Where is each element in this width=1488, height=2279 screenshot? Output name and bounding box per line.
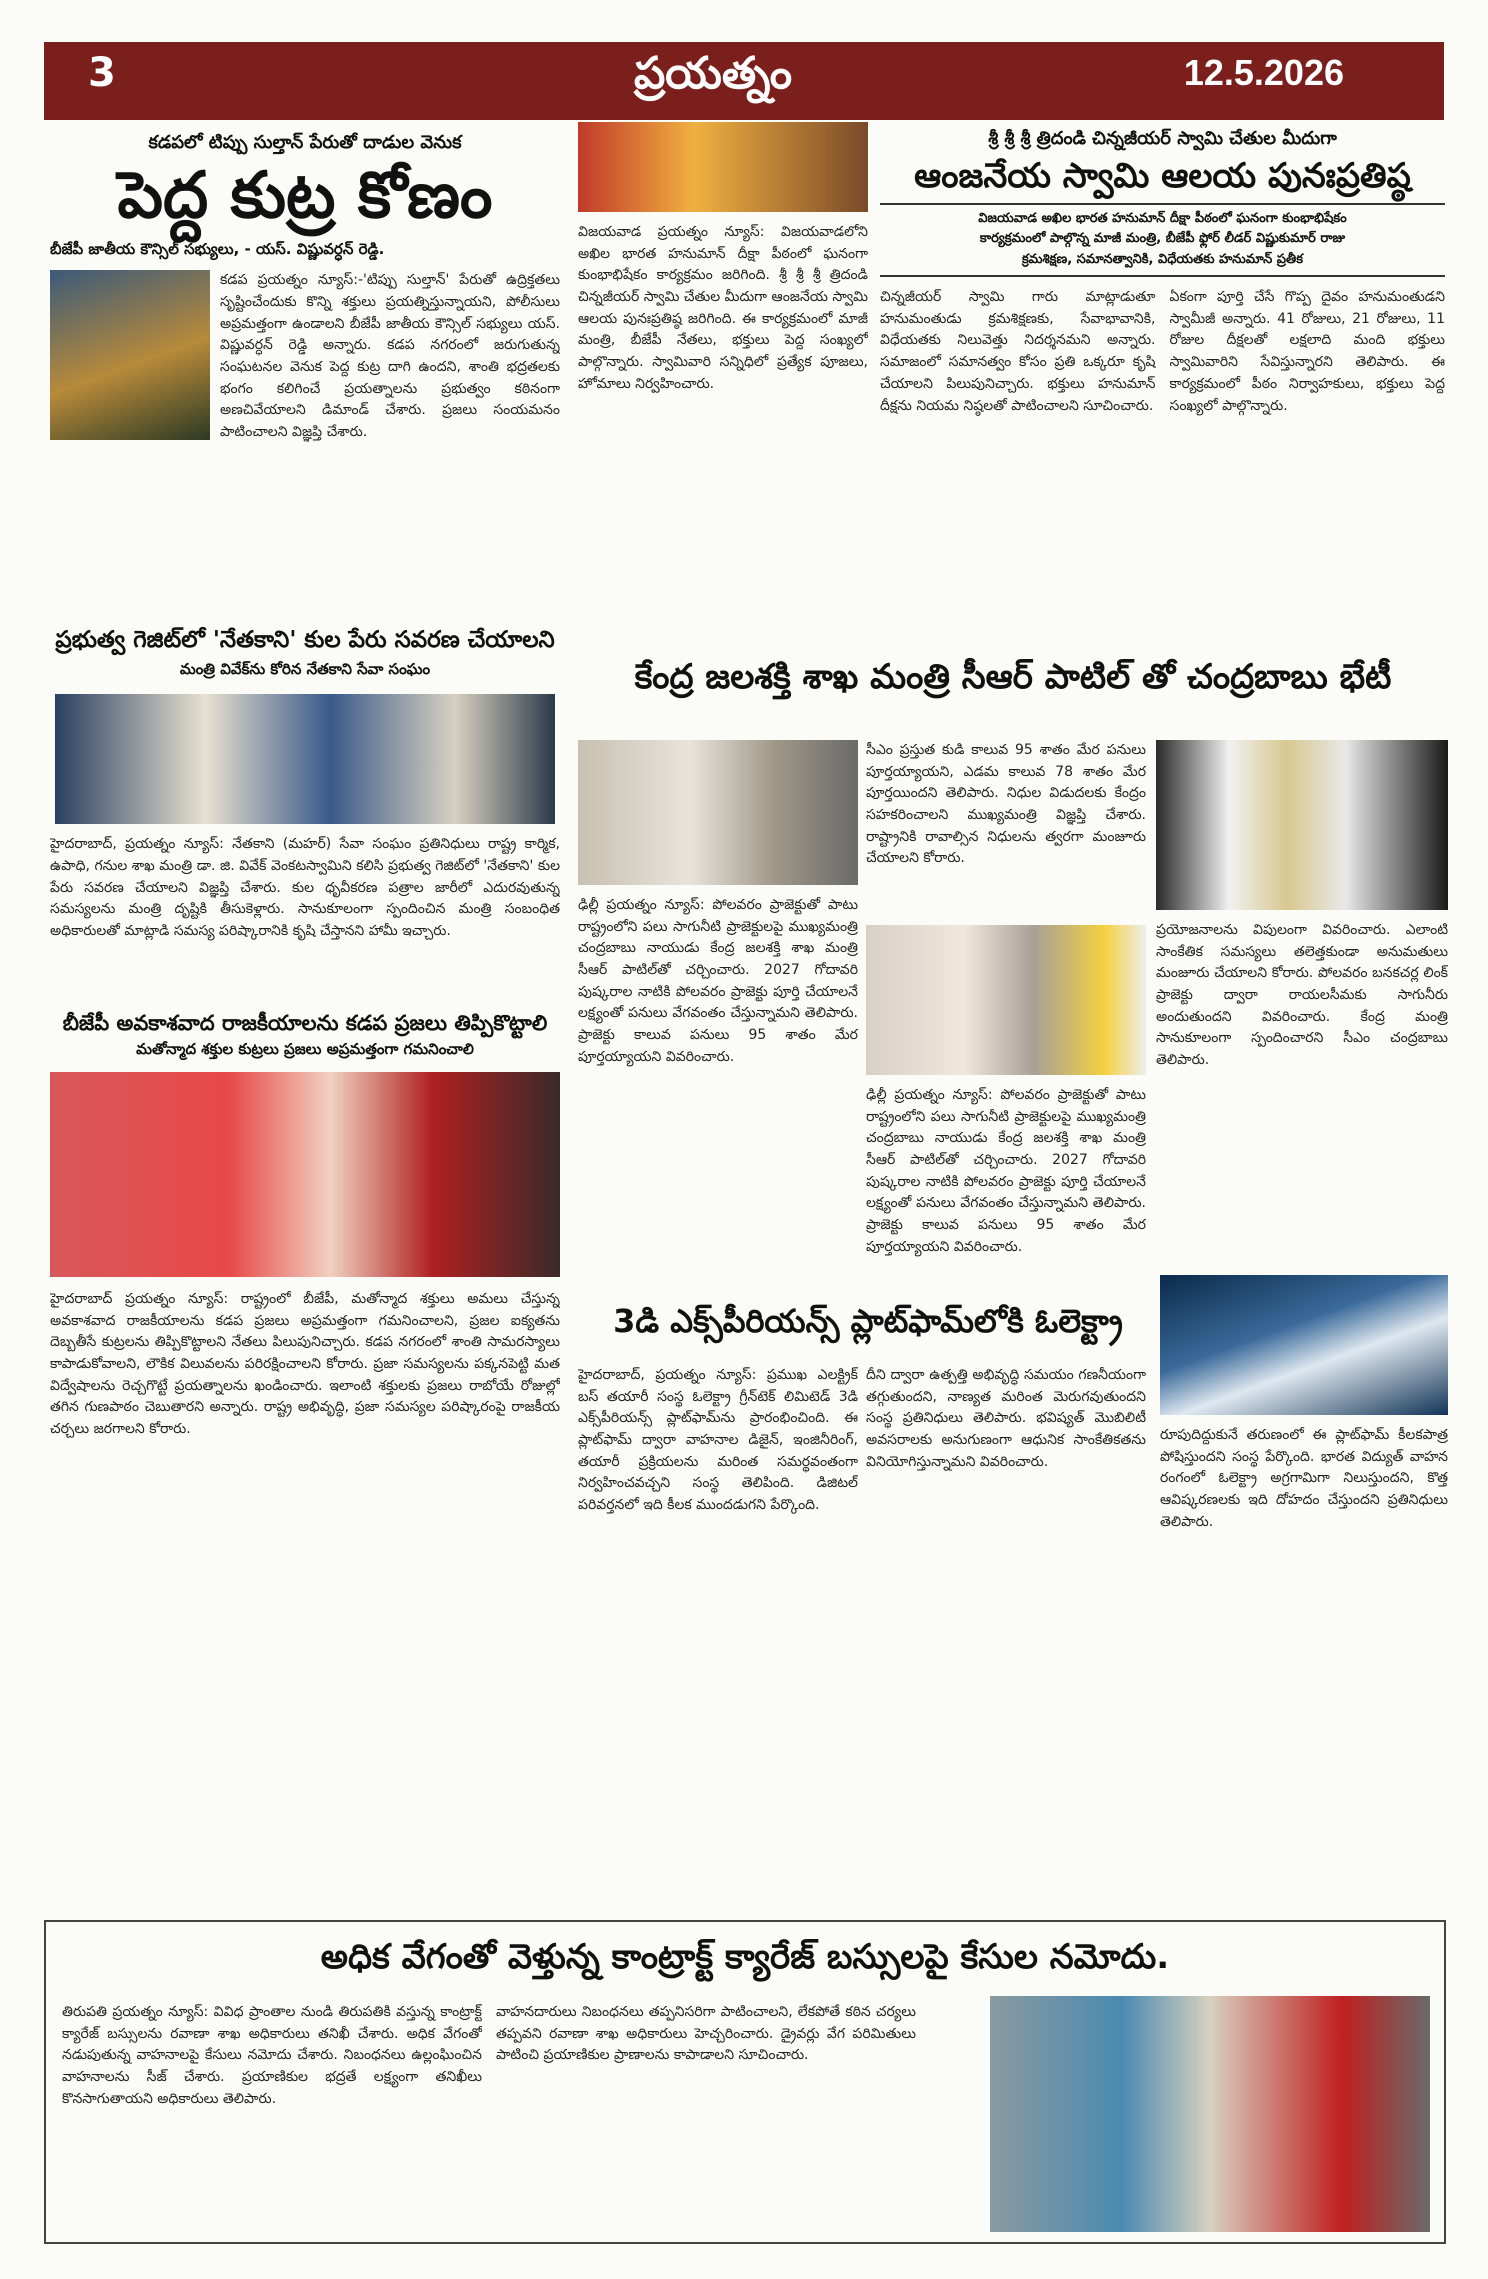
story1-byline: బీజేపీ జాతీయ కౌన్సిల్ సభ్యులు, - యస్. విష్ణువర్ధన్ రెడ్డి. xyxy=(50,240,385,259)
paper-name: ప్రయత్నం xyxy=(634,48,793,99)
story4-body: హైదరాబాద్, ప్రయత్నం న్యూస్: నేతకాని (మహర్) సేవా సంఘం ప్రతినిధులు రాష్ట్ర కార్మిక, ఉపాధి, గనుల శాఖ మంత్రి డా. జి. వివేక్ వెంకటస్వామిని కలిసి ప్రభుత్వ గెజిట్‌లో 'నేతకాని' కుల పేరు సవరణ చేయాలని విజ్ఞప్తి చేశారు. కుల ధృవీకరణ పత్రాల జారీలో ఎదురవుతున్న సమస్యలను మంత్రి దృష్టికి తీసుకెళ్లారు. సానుకూలంగా స్పందించిన మంత్రి సంబంధిత అధికారులతో మాట్లాడి సమస్య పరిష్కారానికి కృషి చేస్తానని హామీ ఇచ్చారు. xyxy=(50,836,560,939)
story4-sub: మంత్రి వివేక్‌ను కోరిన నేతకాని సేవా సంఘం xyxy=(179,660,431,679)
story1-kicker: కడపలో టిప్పు సుల్తాన్ పేరుతో దాడుల వెనుక xyxy=(148,132,462,153)
story-tipu-sultan xyxy=(50,132,560,622)
issue-date: 12.5.2026 xyxy=(1183,52,1344,93)
story6-headline: కేంద్ర జలశక్తి శాఖ మంత్రి సీఆర్ పాటిల్ తో చంద్రబాబు భేటీ xyxy=(634,657,1392,697)
masthead xyxy=(44,42,1444,120)
story-cr-patil-meeting xyxy=(578,657,1448,1300)
story6-body-c: ప్రయోజనాలను విపులంగా వివరించారు. ఎలాంటి సాంకేతిక సమస్యలు తలెత్తకుండా అనుమతులు మంజూరు చేయాలని కోరారు. పోలవరం బనకచర్ల లింక్ ప్రాజెక్టు ద్వారా రాయలసీమకు సాగునీరు అందుతుందని వివరించారు. కేంద్ర మంత్రి సానుకూలంగా స్పందించారని సీఎం చంద్రబాబు తెలిపారు. xyxy=(1156,922,1448,1069)
story-anjaneya-temple xyxy=(880,128,1445,623)
story-nethakani xyxy=(50,628,560,1008)
rally-speaker-photo xyxy=(50,1072,560,1277)
story3-body-right: ఏకంగా పూర్తి చేసే గొప్ప దైవం హనుమంతుడని స్వామీజీ అన్నారు. 41 రోజులు, 21 రోజులు, 11 రోజుల దీక్షలతో లక్షలాది మంది భక్తులు స్వామివారిని సేవిస్తున్నారని తెలిపారు. ఈ కార్యక్రమంలో పీఠం నిర్వాహకులు, భక్తులు పెద్ద సంఖ్యలో పాల్గొన్నారు. xyxy=(1169,289,1445,414)
story1-headline: పెద్ద కుట్ర కోణం xyxy=(117,159,493,233)
story2-body: విజయవాడ ప్రయత్నం న్యూస్: విజయవాడలోని అఖిల భారత హనుమాన్ దీక్షా పీఠంలో ఘనంగా కుంభాభిషేకం కార్యక్రమం జరిగింది. శ్రీ శ్రీ శ్రీ త్రిదండి చిన్నజీయర్ స్వామి చేతుల మీదుగా ఆంజనేయ స్వామి ఆలయ పునఃప్రతిష్ఠ జరిగింది. ఈ కార్యక్రమంలో మాజీ మంత్రి, బీజేపీ నేతలు, భక్తులు పెద్ద సంఖ్యలో పాల్గొన్నారు. స్వామివారి సన్నిధిలో ప్రత్యేక పూజలు, హోమాలు నిర్వహించారు. xyxy=(578,224,868,392)
story3-sub2: కార్యక్రమంలో పాల్గొన్న మాజీ మంత్రి, బీజేపీ ఫ్లోర్ లీడర్ విష్ణుకుమార్ రాజు xyxy=(979,231,1346,247)
story7-body-c: రూపుదిద్దుకునే తరుణంలో ఈ ప్లాట్‌ఫామ్ కీలకపాత్ర పోషిస్తుందని సంస్థ పేర్కొంది. భారత విద్యుత్ వాహన రంగంలో ఓలెక్ట్రా అగ్రగామిగా నిలుస్తుందని, కొత్త ఆవిష్కరణలకు ఇది దోహదం చేస్తుందని ప్రతినిధులు తెలిపారు. xyxy=(1160,1427,1448,1530)
story5-body: హైదరాబాద్ ప్రయత్నం న్యూస్: రాష్ట్రంలో బీజేపీ, మతోన్మాద శక్తులు అమలు చేస్తున్న అవకాశవాద రాజకీయాలను కడప ప్రజలు అప్రమత్తంగా గమనించాలని, ప్రజల ఐక్యతను దెబ్బతీసే కుట్రలను తిప్పికొట్టాలని నేతలు పిలుపునిచ్చారు. కడప నగరంలో శాంతి సామరస్యాలు కాపాడుకోవాలని, లౌకిక విలువలను పరిరక్షించాలని కోరారు. ప్రజా సమస్యలను పక్కనపెట్టి మత విద్వేషాలను రెచ్చగొట్టే ప్రయత్నాలను ఖండించారు. ఇలాంటి శక్తులకు ప్రజలు రాబోయే రోజుల్లో తగిన గుణపాఠం చెబుతారని అన్నారు. రాష్ట్ర అభివృద్ధి, ప్రజా సమస్యల పరిష్కారంపై రాజకీయ చర్చలు జరగాలని కోరారు. xyxy=(50,1291,560,1438)
story4-headline: ప్రభుత్వ గెజిట్‌లో 'నేతకాని' కుల పేరు సవరణ చేయాలని xyxy=(55,627,555,653)
story1-body: కడప ప్రయత్నం న్యూస్:-'టిప్పు సుల్తాన్' పేరుతో ఉద్రిక్తతలు సృష్టించేందుకు కొన్ని శక్తులు ప్రయత్నిస్తున్నాయని, పోలీసులు అప్రమత్తంగా ఉండాలని బీజేపీ జాతీయ కౌన్సిల్ సభ్యులు యస్. విష్ణువర్ధన్ రెడ్డి అన్నారు. కడప నగరంలో జరుగుతున్న సంఘటనల వెనుక పెద్ద కుట్ర దాగి ఉందని, శాంతి భద్రతలకు భంగం కలిగించే ప్రయత్నాలను ప్రభుత్వం కఠినంగా అణచివేయాలని డిమాండ్ చేశారు. ప్రజలు సంయమనం పాటించాలని విజ్ఞప్తి చేశారు. xyxy=(220,272,560,440)
story7-headline: 3డి ఎక్స్‌పీరియన్స్ ప్లాట్‌ఫామ్‌లోకి ఓలెక్ట్రా xyxy=(613,1302,1123,1340)
story3-body-left: చిన్నజీయర్ స్వామి గారు మాట్లాడుతూ హనుమంతుడు క్రమశిక్షణకు, సేవాభావానికి, విధేయతకు నిలువెత్తు నిదర్శనమని అన్నారు. సమాజంలో సమానత్వం కోసం ప్రతి ఒక్కరూ కృషి చేయాలని పిలుపునిచ్చారు. భక్తులు హనుమాన్ దీక్షను నియమ నిష్ఠలతో పాటించాలని సూచించారు. xyxy=(880,289,1156,414)
story6-body-b: సీఎం ప్రస్తుత కుడి కాలువ 95 శాతం మేర పనులు పూర్తయ్యాయని, ఎడమ కాలువ 78 శాతం మేర పూర్తయిందని తెలిపారు. నిధుల విడుదలకు కేంద్రం సహకరించాలని ముఖ్యమంత్రి విజ్ఞప్తి చేశారు. రాష్ట్రానికి రావాల్సిన నిధులను త్వరగా మంజూరు చేయాలని కోరారు. xyxy=(866,742,1146,867)
story-kadapa-bjp xyxy=(50,1012,560,1907)
story8-body-a: తిరుపతి ప్రయత్నం న్యూస్: వివిధ ప్రాంతాల నుండి తిరుపతికి వస్తున్న కాంట్రాక్ట్ క్యారేజ్ బస్సులను రవాణా శాఖ అధికారులు తనిఖీ చేశారు. అధిక వేగంతో నడుపుతున్న వాహనాలపై కేసులు నమోదు చేశారు. నిబంధనలు ఉల్లంఘించిన వాహనాలను సీజ్ చేశారు. ప్రయాణికుల భద్రతే లక్ష్యంగా తనిఖీలు కొనసాగుతాయని అధికారులు తెలిపారు. xyxy=(62,2004,482,2107)
story7-body-b: దీని ద్వారా ఉత్పత్తి అభివృద్ధి సమయం గణనీయంగా తగ్గుతుందని, నాణ్యత మరింత మెరుగవుతుందని సంస్థ ప్రతినిధులు తెలిపారు. భవిష్యత్ మొబిలిటీ అవసరాలకు అనుగుణంగా ఆధునిక సాంకేతికతను వినియోగిస్తున్నామని వివరించారు. xyxy=(866,1367,1146,1470)
story6-body-a: ఢిల్లీ ప్రయత్నం న్యూస్: పోలవరం ప్రాజెక్టుతో పాటు రాష్ట్రంలోని పలు సాగునీటి ప్రాజెక్టులపై ముఖ్యమంత్రి చంద్రబాబు నాయుడు కేంద్ర జలశక్తి శాఖ మంత్రి సీఆర్ పాటిల్‌తో చర్చించారు. 2027 గోదావరి పుష్కరాల నాటికి పోలవరం ప్రాజెక్టు పూర్తి చేయాలనే లక్ష్యంతో పనులు వేగవంతం చేస్తున్నామని తెలిపారు. ప్రాజెక్టు కాలువ పనులు 95 శాతం మేర పూర్తయ్యాయని వివరించారు. xyxy=(578,897,858,1065)
story8-headline: అధిక వేగంతో వెళ్తున్న కాంట్రాక్ట్ క్యారేజ్ బస్సులపై కేసుల నమోదు. xyxy=(320,1937,1170,1977)
temple-event-photo xyxy=(578,122,868,212)
nethakani-delegation-photo xyxy=(55,694,555,824)
story-olectra xyxy=(578,1302,1448,1905)
story3-sub1: విజయవాడ అఖిల భారత హనుమాన్ దీక్షా పీఠంలో ఘనంగా కుంభాభిషేకం xyxy=(978,210,1347,226)
story3-kicker: శ్రీ శ్రీ శ్రీ త్రిదండి చిన్నజీయర్ స్వామి చేతుల మీదుగా xyxy=(988,128,1337,149)
story3-headline: ఆంజనేయ స్వామి ఆలయ పునఃప్రతిష్ఠ xyxy=(914,156,1411,196)
seized-vehicles-photo xyxy=(990,1996,1430,2232)
story6-body-b2: ఢిల్లీ ప్రయత్నం న్యూస్: పోలవరం ప్రాజెక్టుతో పాటు రాష్ట్రంలోని పలు సాగునీటి ప్రాజెక్టులపై ముఖ్యమంత్రి చంద్రబాబు నాయుడు కేంద్ర జలశక్తి శాఖ మంత్రి సీఆర్ పాటిల్‌తో చర్చించారు. 2027 గోదావరి పుష్కరాల నాటికి పోలవరం ప్రాజెక్టు పూర్తి చేయాలనే లక్ష్యంతో పనులు వేగవంతం చేస్తున్నామని తెలిపారు. ప్రాజెక్టు కాలువ పనులు 95 శాతం మేర పూర్తయ్యాయని వివరించారు. xyxy=(866,1087,1146,1255)
story7-body-a: హైదరాబాద్, ప్రయత్నం న్యూస్: ప్రముఖ ఎలక్ట్రిక్ బస్ తయారీ సంస్థ ఓలెక్ట్రా గ్రీన్‌టెక్ లిమిటెడ్ 3డి ఎక్స్‌పీరియన్స్ ప్లాట్‌ఫామ్‌ను ప్రారంభించింది. ఈ ప్లాట్‌ఫామ్ ద్వారా వాహనాల డిజైన్, ఇంజినీరింగ్, తయారీ ప్రక్రియలను మరింత సమర్థవంతంగా నిర్వహించవచ్చని సంస్థ తెలిపింది. డిజిటల్ పరివర్తనలో ఇది కీలక ముందడుగని పేర్కొంది. xyxy=(578,1367,858,1514)
story5-sub: మతోన్మాద శక్తుల కుట్రలు ప్రజలు అప్రమత్తంగా గమనించాలి xyxy=(136,1040,474,1059)
electric-bus-photo xyxy=(1160,1275,1448,1415)
meeting-photo-2 xyxy=(866,925,1146,1075)
page-number: 3 xyxy=(88,50,116,96)
story8-body-b: వాహనదారులు నిబంధనలు తప్పనిసరిగా పాటించాలని, లేకపోతే కఠిన చర్యలు తప్పవని రవాణా శాఖ అధికారులు హెచ్చరించారు. డ్రైవర్లు వేగ పరిమితులు పాటించి ప్రయాణికుల ప్రాణాలను కాపాడాలని సూచించారు. xyxy=(496,2004,916,2064)
story-contract-carriage xyxy=(44,1920,1446,2244)
meeting-photo-1 xyxy=(578,740,858,885)
story-hanuman-continued xyxy=(578,122,868,622)
story5-headline: బీజేపీ అవకాశవాద రాజకీయాలను కడప ప్రజలు తిప్పికొట్టాలి xyxy=(62,1011,548,1035)
chandrababu-patil-photo xyxy=(1156,740,1448,910)
tipu-sultan-portrait xyxy=(50,270,210,440)
story3-sub3: క్రమశిక్షణ, సమానత్వానికి, విధేయతకు హనుమాన్ ప్రతీక xyxy=(1021,252,1303,268)
